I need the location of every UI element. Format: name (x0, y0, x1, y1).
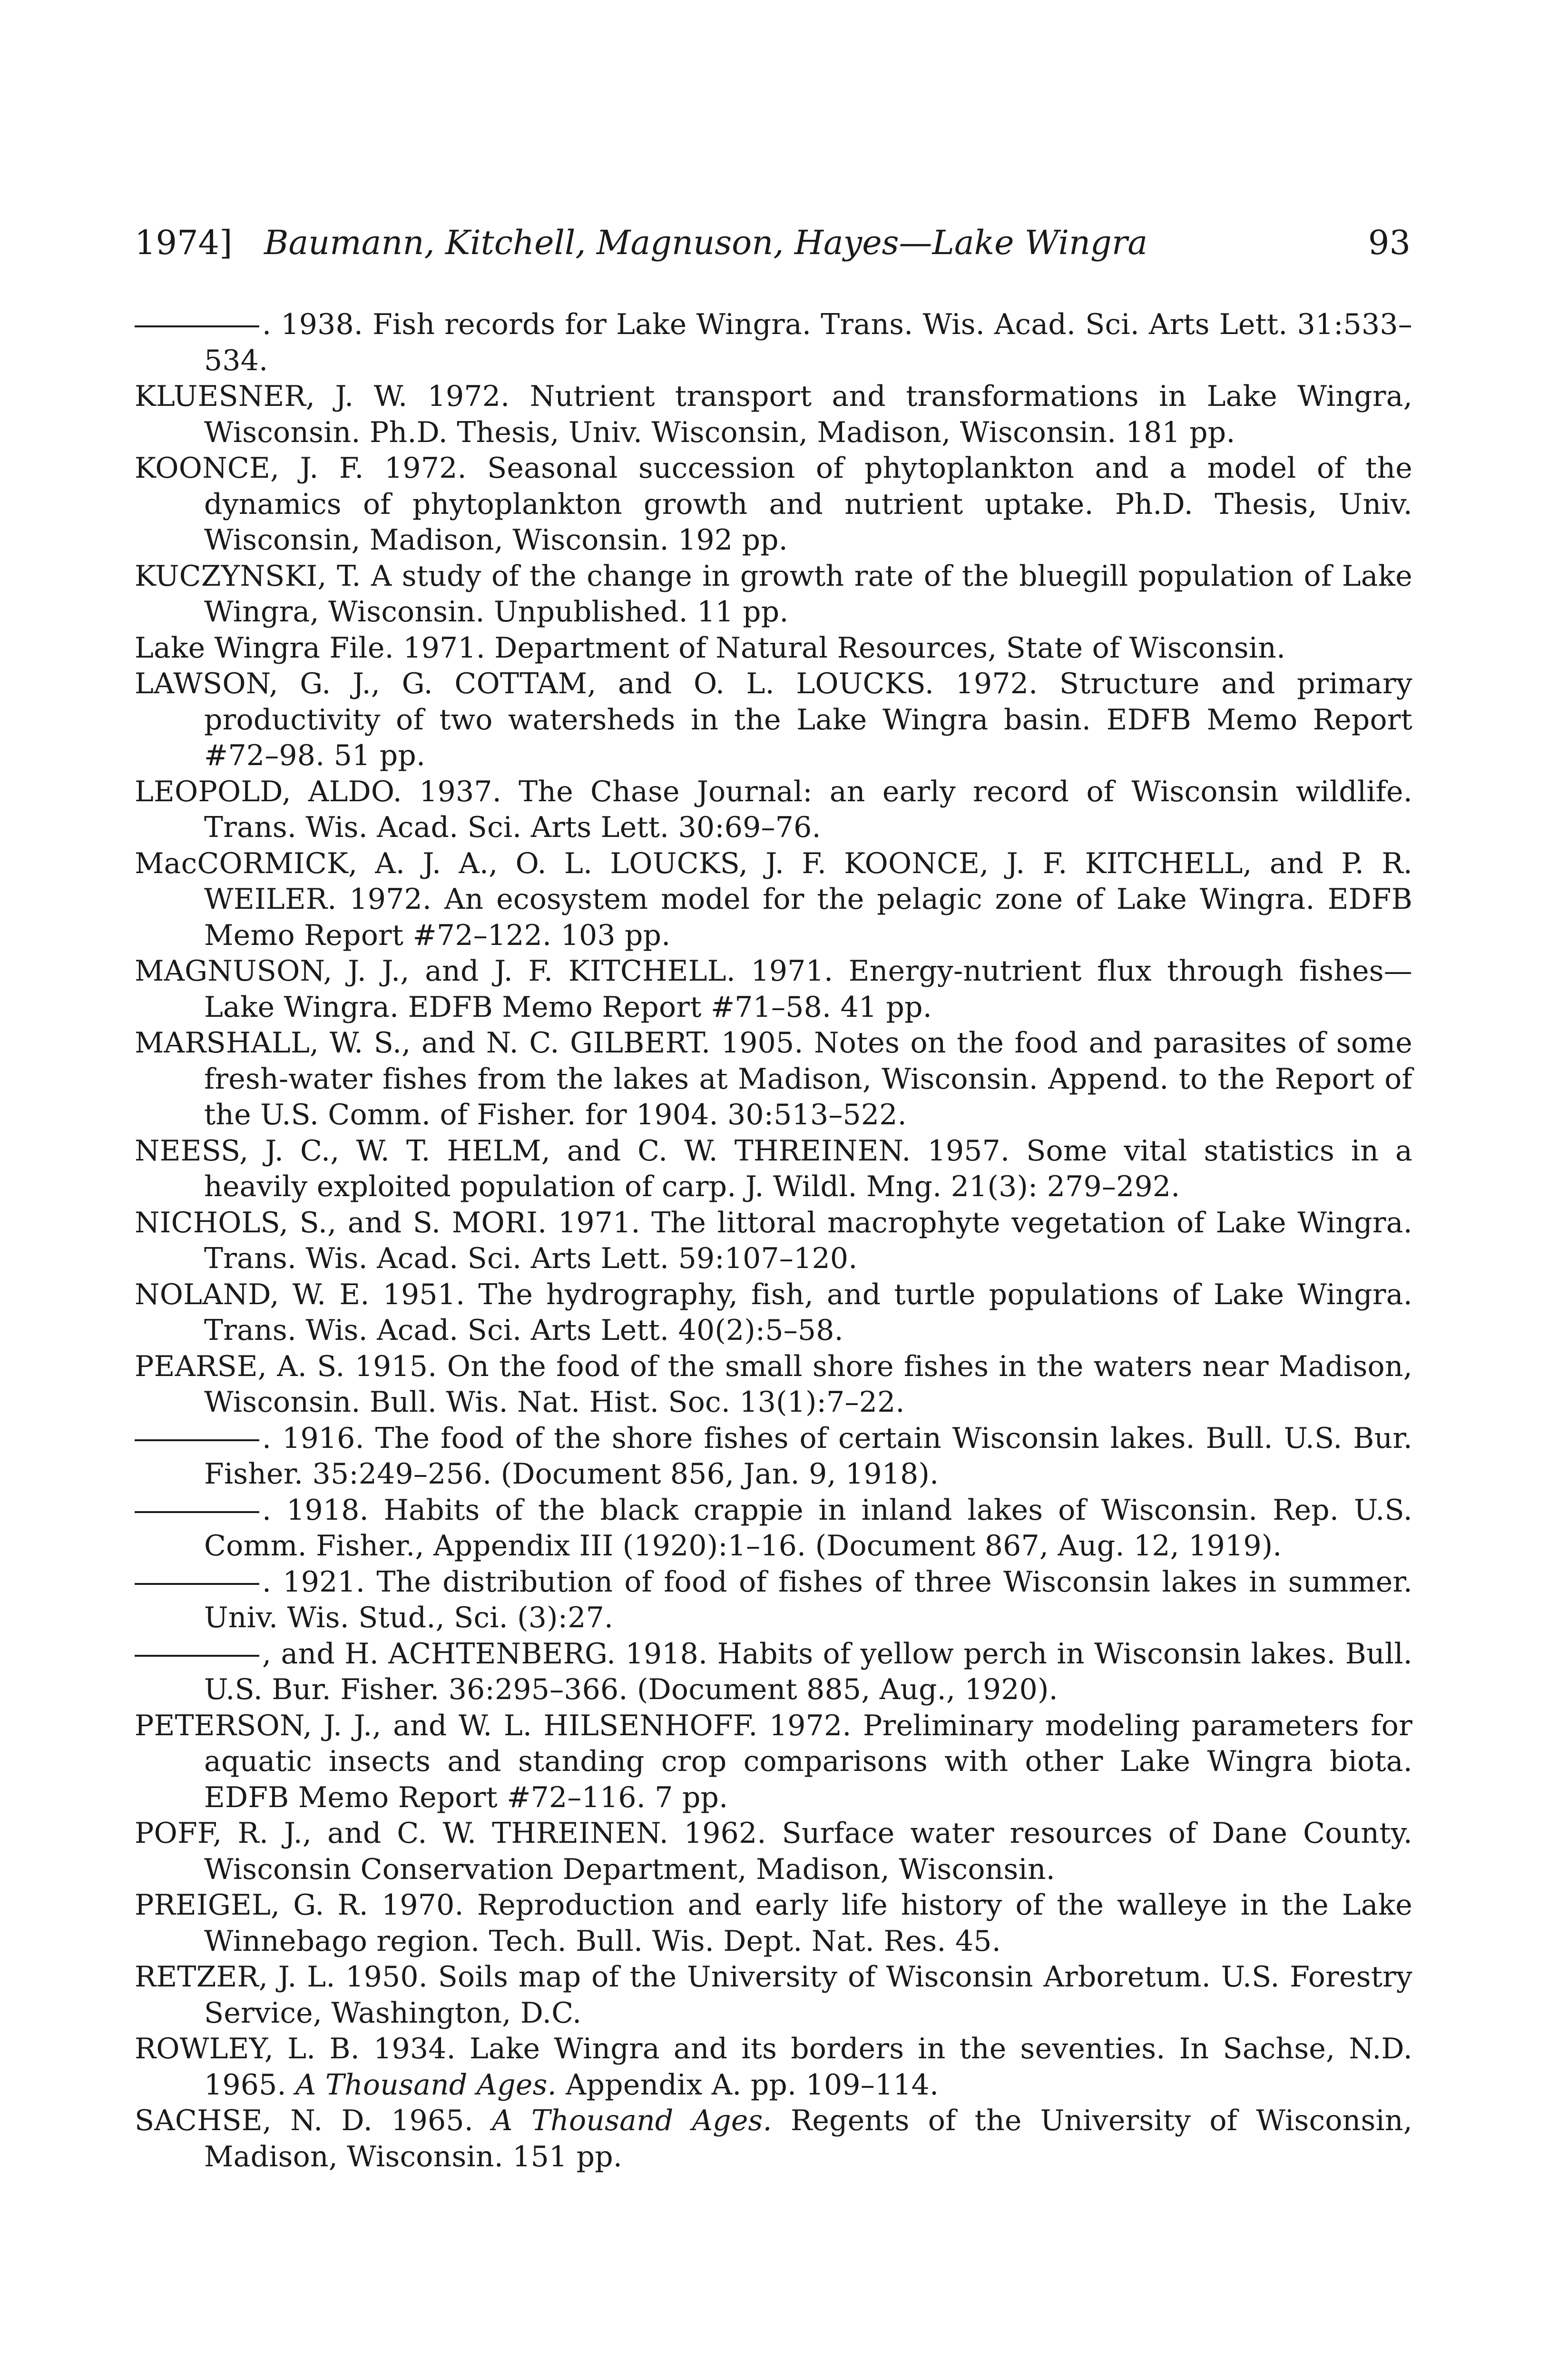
reference-text: PEARSE, A. S. 1915. On the food of the small shore fishes in the waters near Madison, Wisconsin. Bull. Wis. Nat. Hist. Soc. 13(1):7–22. (135, 1349, 1412, 1419)
volume-year: 1974] (135, 223, 233, 262)
reference-entry (135, 1421, 1412, 1493)
reference-text-continued: Regents of the University of Wisconsin, Madison, Wisconsin. 151 pp. (204, 2104, 1412, 2173)
reference-text: . 1918. Habits of the black crappie in inland lakes of Wisconsin. Rep. U.S. Comm. Fisher., Appendix III (1920):1–16. (Document 867, Aug. 12, 1919). (204, 1493, 1412, 1563)
ditto-dash (135, 1583, 259, 1585)
reference-entry (135, 774, 1412, 846)
reference-text: RETZER, J. L. 1950. Soils map of the University of Wisconsin Arboretum. U.S. Forestry Service, Washington, D.C. (135, 1960, 1412, 2030)
reference-entry (135, 1708, 1412, 1816)
reference-text: . 1938. Fish records for Lake Wingra. Trans. Wis. Acad. Sci. Arts Lett. 31:533–534. (204, 308, 1412, 377)
running-title: Baumann, Kitchell, Magnuson, Hayes—Lake Wingra (264, 223, 1148, 262)
page-number: 93 (1368, 223, 1411, 262)
reference-entry (135, 630, 1412, 667)
reference-text: MAGNUSON, J. J., and J. F. KITCHELL. 1971. Energy-nutrient flux through fishes—Lake Wingra. EDFB Memo Report #71–58. 41 pp. (135, 954, 1412, 1024)
reference-text: NICHOLS, S., and S. MORI. 1971. The littoral macrophyte vegetation of Lake Wingra. Trans. Wis. Acad. Sci. Arts Lett. 59:107–120. (135, 1206, 1412, 1275)
reference-text: . 1921. The distribution of food of fishes of three Wisconsin lakes in summer. Univ. Wis. Stud., Sci. (3):27. (204, 1565, 1412, 1634)
reference-entry (135, 1277, 1412, 1349)
ditto-dash (135, 1439, 259, 1441)
reference-text: KLUESNER, J. W. 1972. Nutrient transport and transformations in Lake Wingra, Wisconsin. Ph.D. Thesis, Univ. Wisconsin, Madison, Wisconsin. 181 pp. (135, 380, 1412, 449)
running-head (135, 216, 1411, 269)
reference-text: MacCORMICK, A. J. A., O. L. LOUCKS, J. F. KOONCE, J. F. KITCHELL, and P. R. WEILER. 1972. An ecosystem model for the pelagic zone of Lake Wingra. EDFB Memo Report #72–122. 103 pp. (135, 846, 1412, 952)
ditto-dash (135, 325, 259, 327)
reference-entry (135, 666, 1412, 774)
reference-entry (135, 451, 1412, 559)
reference-text: ROWLEY, L. B. 1934. Lake Wingra and its borders in the seventies. In Sachse, N.D. 1965. (135, 2032, 1412, 2102)
reference-text: NOLAND, W. E. 1951. The hydrography, fish, and turtle populations of Lake Wingra. Trans. Wis. Acad. Sci. Arts Lett. 40(2):5–58. (135, 1278, 1412, 1347)
reference-text: POFF, R. J., and C. W. THREINEN. 1962. Surface water resources of Dane County. Wisconsin Conservation Department, Madison, Wisconsin. (135, 1817, 1412, 1886)
reference-entry (135, 1816, 1412, 1887)
reference-text: NEESS, J. C., W. T. HELM, and C. W. THREINEN. 1957. Some vital statistics in a heavily exploited population of carp. J. Wildl. Mng. 21(3): 279–292. (135, 1134, 1412, 1203)
reference-entry (135, 2031, 1412, 2103)
reference-text: , and H. ACHTENBERG. 1918. Habits of yellow perch in Wisconsin lakes. Bull. U.S. Bur. Fisher. 36:295–366. (Document 885, Aug., 1920). (204, 1637, 1412, 1706)
reference-entry (135, 1205, 1412, 1277)
reference-entry (135, 1564, 1412, 1636)
reference-title-italic: A Thousand Ages. (295, 2068, 557, 2102)
ditto-dash (135, 1655, 259, 1657)
reference-entry (135, 1887, 1412, 1959)
reference-text: . 1916. The food of the shore fishes of certain Wisconsin lakes. Bull. U.S. Bur. Fisher. 35:249–256. (Document 856, Jan. 9, 1918). (204, 1421, 1412, 1491)
reference-entry (135, 1493, 1412, 1564)
reference-entry (135, 1349, 1412, 1421)
ditto-dash (135, 1511, 259, 1513)
reference-entry (135, 1959, 1412, 2031)
reference-title-italic: A Thousand Ages. (492, 2104, 772, 2137)
reference-entry (135, 954, 1412, 1025)
reference-text: SACHSE, N. D. 1965. (135, 2104, 492, 2137)
reference-text: KUCZYNSKI, T. A study of the change in growth rate of the bluegill population of Lake Wingra, Wisconsin. Unpublished. 11 pp. (135, 559, 1412, 629)
reference-text: Lake Wingra File. 1971. Department of Natural Resources, State of Wisconsin. (135, 631, 1286, 665)
reference-text: MARSHALL, W. S., and N. C. GILBERT. 1905. Notes on the food and parasites of some fresh-water fishes from the lakes at Madison, Wisconsin. Append. to the Report of the U.S. Comm. of Fisher. for 1904. 30:513–522. (135, 1026, 1412, 1131)
reference-text: PREIGEL, G. R. 1970. Reproduction and early life history of the walleye in the Lake Winnebago region. Tech. Bull. Wis. Dept. Nat. Res. 45. (135, 1888, 1412, 1958)
reference-entry (135, 1025, 1412, 1133)
reference-entry (135, 1636, 1412, 1708)
reference-entry (135, 846, 1412, 954)
reference-entry (135, 2103, 1412, 2175)
reference-entry (135, 559, 1412, 630)
reference-text-continued: Appendix A. pp. 109–114. (556, 2068, 939, 2102)
reference-list (135, 307, 1412, 2175)
reference-entry (135, 379, 1412, 451)
reference-entry (135, 1133, 1412, 1205)
reference-text: LAWSON, G. J., G. COTTAM, and O. L. LOUCKS. 1972. Structure and primary productivity of two watersheds in the Lake Wingra basin. EDFB Memo Report #72–98. 51 pp. (135, 667, 1412, 772)
reference-text: KOONCE, J. F. 1972. Seasonal succession of phytoplankton and a model of the dynamics of phytoplankton growth and nutrient uptake. Ph.D. Thesis, Univ. Wisconsin, Madison, Wisconsin. 192 pp. (135, 452, 1412, 557)
reference-entry (135, 307, 1412, 379)
reference-text: LEOPOLD, ALDO. 1937. The Chase Journal: an early record of Wisconsin wildlife. Trans. Wis. Acad. Sci. Arts Lett. 30:69–76. (135, 775, 1412, 844)
reference-text: PETERSON, J. J., and W. L. HILSENHOFF. 1972. Preliminary modeling parameters for aquatic insects and standing crop comparisons with other Lake Wingra biota. EDFB Memo Report #72–116. 7 pp. (135, 1709, 1412, 1814)
